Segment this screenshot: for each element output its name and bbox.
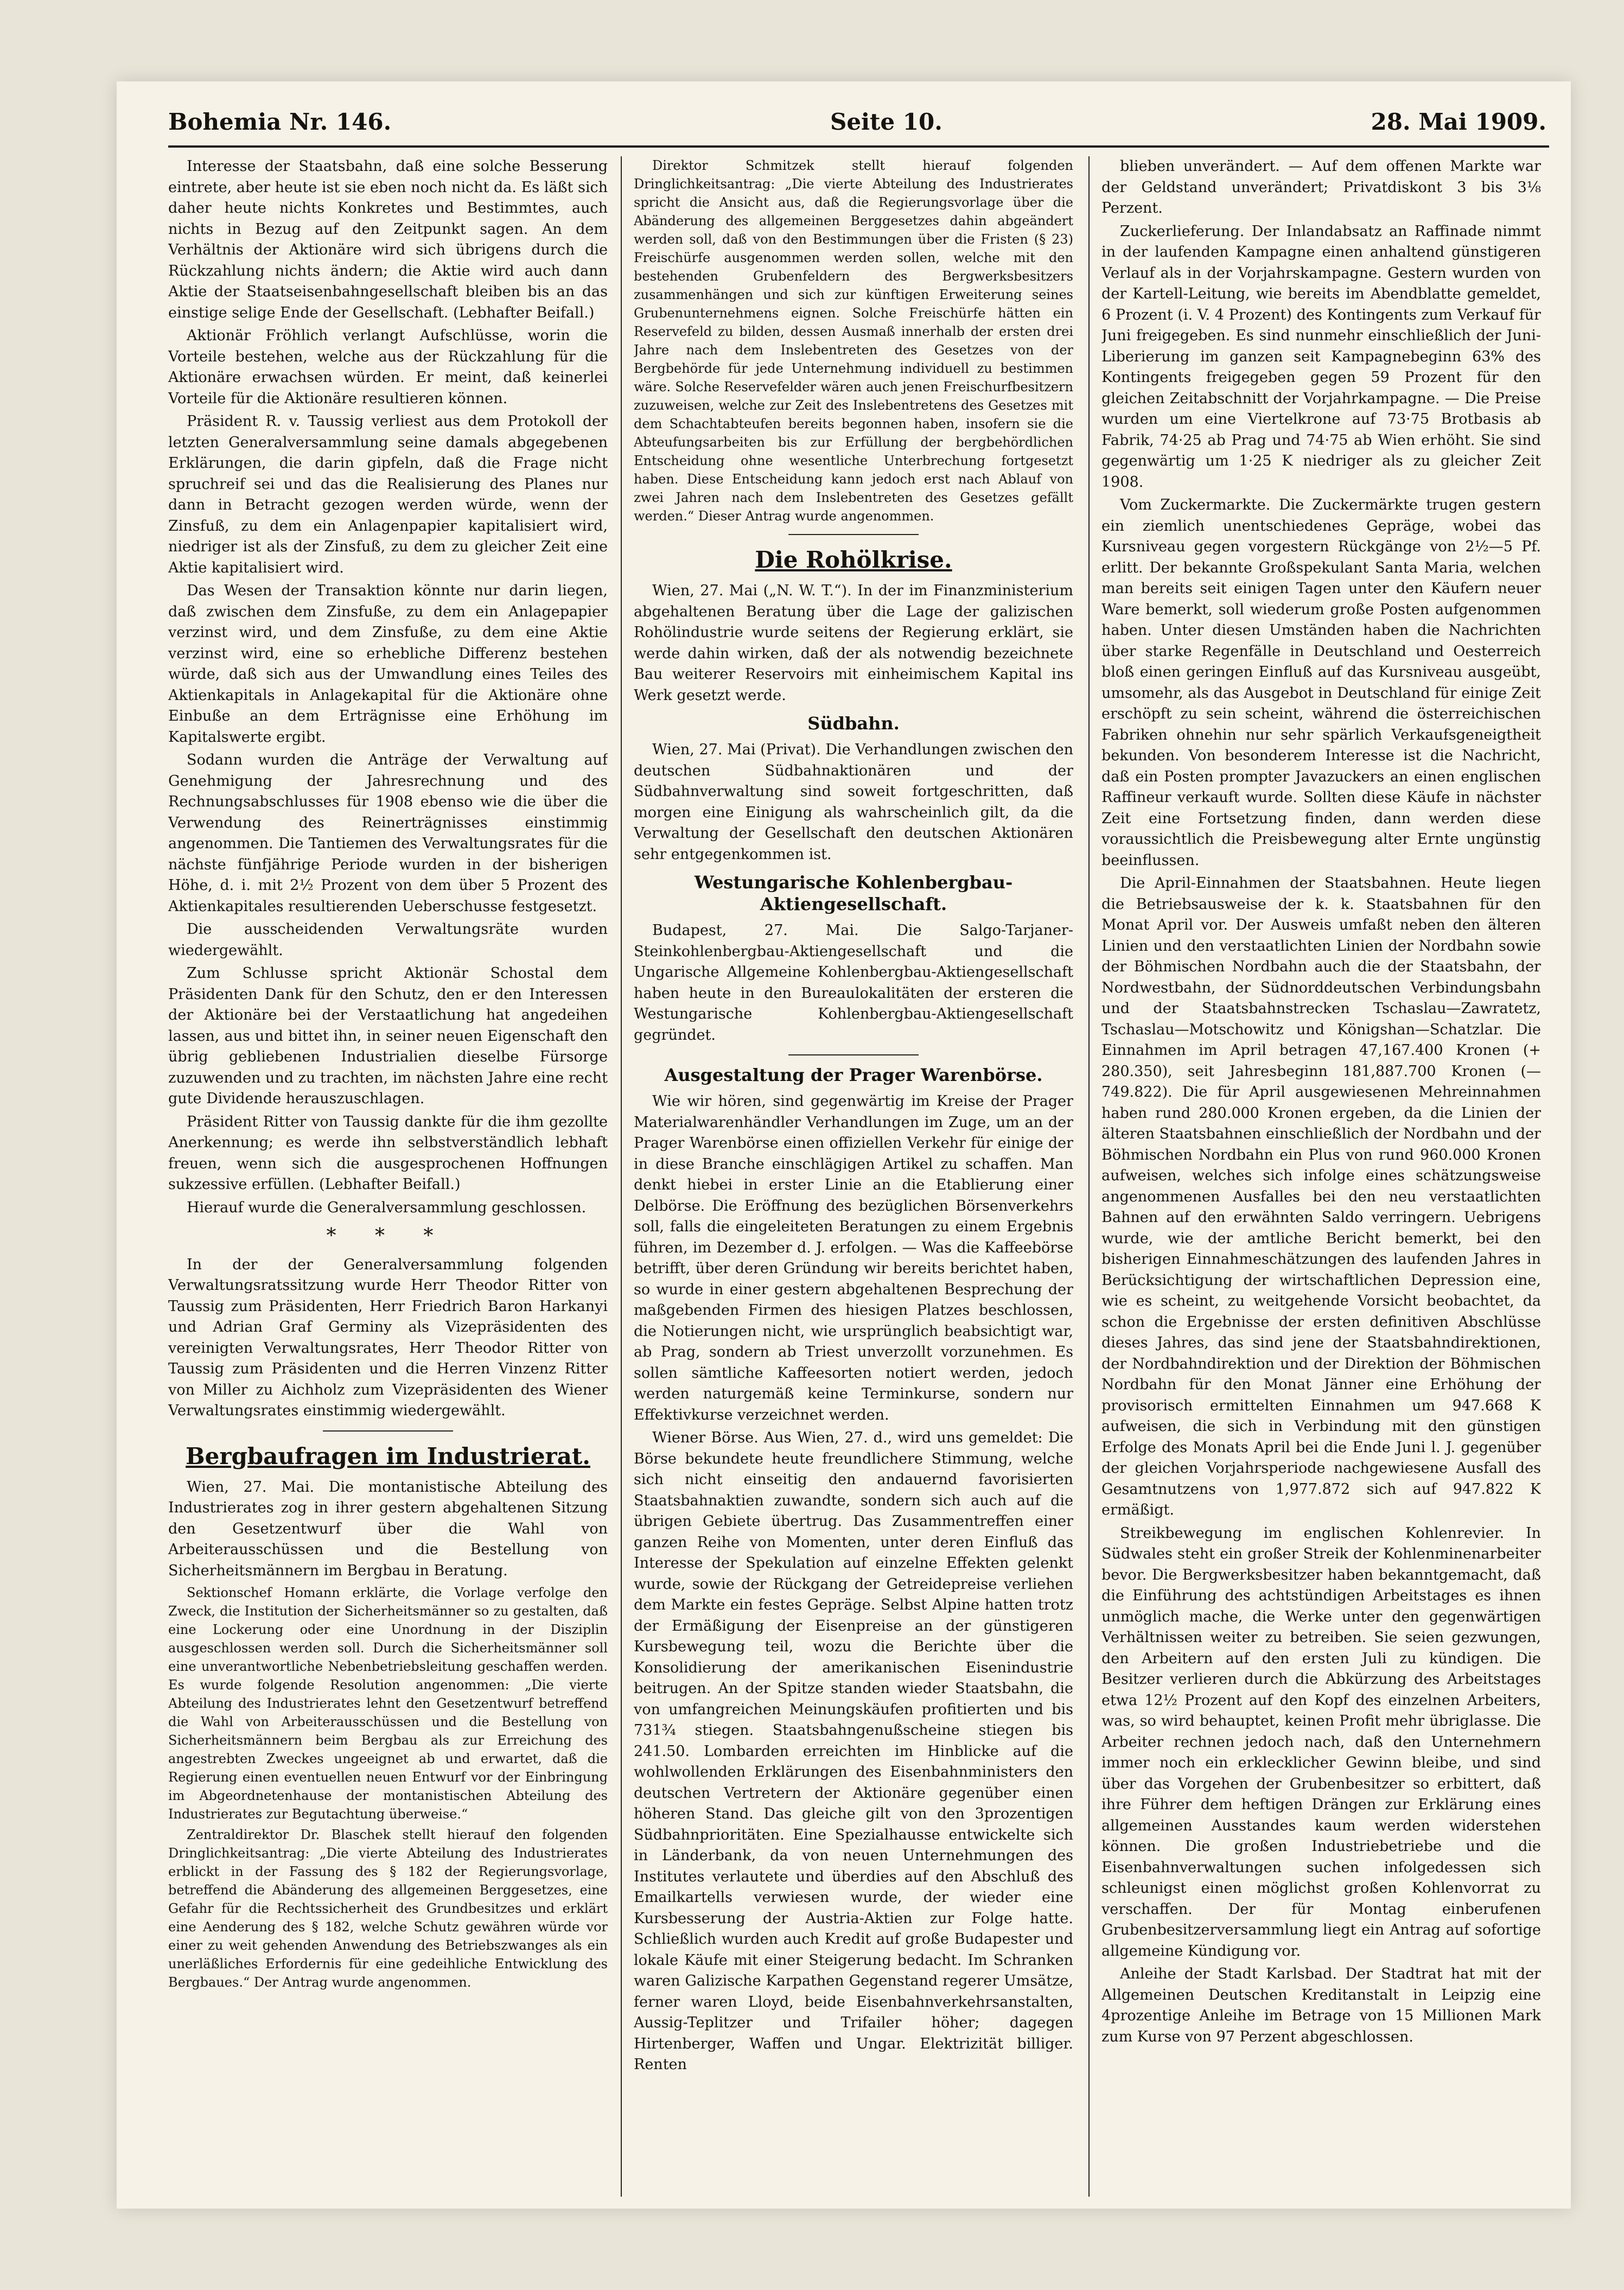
header-rule (168, 145, 1549, 148)
article-headline: Bergbaufragen im Industrierat. (186, 1442, 590, 1470)
divider (323, 1430, 453, 1432)
article-headline: Südbahn. (807, 713, 900, 734)
paragraph: Das Wesen der Transaktion könnte nur darin liegen, daß zwischen dem Zinsfuße, zu dem ein Anlagepapier verzinst wird, und dem Zinsfuße, zu dem eine Aktie verzinst wird, eine so erhebliche Differenz bestehen würde, daß sich aus der Umwandlung eines Teiles des Aktienkapitals in Anlagekapital für die Aktionäre ohne Einbuße an dem Erträgnisse eine Erhöhung im Kapitalswerte ergibt. (168, 582, 608, 746)
paragraph: Anleihe der Stadt Karlsbad. Der Stadtrat hat mit der Allgemeinen Deutschen Kreditanstalt in Leipzig eine 4prozentige Anleihe im Betrage von 15 Millionen Mark zum Kurse von 97 Perzent abgeschlossen. (1101, 1965, 1541, 2045)
article-headline: Die Rohölkrise. (755, 546, 952, 573)
column-3 (1101, 156, 1541, 2197)
publication-issue: Bohemia Nr. 146. (168, 109, 392, 135)
column-divider (621, 156, 622, 2197)
paragraph: Wiener Börse. Aus Wien, 27. d., wird uns gemeldet: Die Börse bekundete heute freundlichere Stimmung, welche sich nicht einseitig den andauernd favorisierten Staatsbahnaktien zuwandte, sondern sich auch auf die übrigen Gebiete übertrug. Das Zusammentreffen einer ganzen Reihe von Momenten, unter deren Einfluß das Interesse der Spekulation auf einzelne Effekten gelenkt wurde, sowie der Rückgang der Getreidepreise verliehen dem Markte ein festes Gepräge. Selbst Alpine hatten trotz der Ermäßigung der Eisenpreise an der günstigeren Kursbewegung teil, wozu die Berichte über die Konsolidierung der amerikanischen Eisenindustrie beitrugen. An der Spitze standen wieder Staatsbahn, die von umfangreichen Meinungskäufen profitierten und bis 731¾ stiegen. Staatsbahngenußscheine stiegen bis 241.50. Lombarden erreichten im Hinblicke auf die wohlwollenden Erklärungen des Eisenbahnministers den deutschen Vertretern der Aktionäre gegenüber einen höheren Stand. Das gleiche gilt von den 3prozentigen Südbahnprioritäten. Eine Spezialhausse entwickelte sich in Länderbank, da von neuen Unternehmungen des Institutes verlautete und überdies auf den Abschluß des Emailkartells verwiesen wurde, der wieder eine Kursbesserung der Austria-Aktien zur Folge hatte. Schließlich wurden auch Kredit auf große Budapester und lokale Käufe mit einer Steigerung bedacht. Im Schranken waren Galizische Karpathen Gegenstand regerer Umsätze, ferner waren Lloyd, beide Eisenbahnverkehrsanstalten, Aussig-Teplitzer und Trifailer höher; dagegen Hirtenberger, Waffen und Ungar. Elektrizität billiger. Renten (634, 1429, 1073, 2073)
paragraph: Sektionschef Homann erklärte, die Vorlage verfolge den Zweck, die Institution der Sicherheitsmänner so zu gestalten, daß eine Lockerung oder eine Unordnung in der Disziplin ausgeschlossen werden soll. Durch die Sicherheitsmänner soll eine unverantwortliche Nebenbetriebsleitung geschaffen werden. Es wurde folgende Resolution angenommen: „Die vierte Abteilung des Industrierates lehnt den Gesetzentwurf betreffend die Wahl von Arbeiterausschüssen und die Bestellung von Sicherheitsmännern beim Bergbau als zur Erreichung des angestrebten Zweckes ungeeignet ab und erwartet, daß die Regierung einen eventuellen neuen Entwurf vor der Einbringung im Abgeordnetenhause der montanistischen Abteilung des Industrierates zur Begutachtung überweise.“ (168, 1585, 608, 1822)
paragraph: Wien, 27. Mai. Die montanistische Abteilung des Industrierates zog in ihrer gestern abgehaltenen Sitzung den Gesetzentwurf über die Wahl von Arbeiterausschüssen und die Bestellung von Sicherheitsmännern im Bergbau in Beratung. (168, 1478, 608, 1579)
paragraph: Die ausscheidenden Verwaltungsräte wurden wiedergewählt. (168, 921, 608, 959)
paragraph: Wien, 27. Mai (Privat). Die Verhandlungen zwischen den deutschen Südbahnaktionären und der Südbahnverwaltung sind soweit fortgeschritten, daß morgen eine Einigung als wahrscheinlich gilt, da die Verwaltung der Gesellschaft den deutschen Aktionären sehr entgegenkommen ist. (634, 741, 1073, 863)
paragraph: Zum Schlusse spricht Aktionär Schostal dem Präsidenten Dank für den Schutz, den er den Interessen der Aktionäre bei der Verstaatlichung hat angedeihen lassen, aus und bittet ihn, in seiner neuen Eigenschaft den übrig gebliebenen Industrialien dieselbe Fürsorge zuzuwenden und zu trachten, im nächsten Jahre eine recht gute Dividende herauszuschlagen. (168, 965, 608, 1107)
paragraph: Streikbewegung im englischen Kohlenrevier. In Südwales steht ein großer Streik der Kohlenminenarbeiter bevor. Die Bergwerksbesitzer haben bekanntgemacht, daß die Einführung des achtstündigen Arbeitstages es ihnen unmöglich mache, die Werke unter den gegenwärtigen Verhältnissen weiter zu betreiben. Sie seien gezwungen, den Arbeitern auf den ersten Juli zu kündigen. Die Besitzer verlieren durch die Abkürzung des Arbeitstages etwa 12½ Prozent auf den Kopf des einzelnen Arbeiters, was, so wird behauptet, keinen Profit mehr übriglasse. Die Arbeiter rechnen jedoch nach, daß den Unternehmern immer noch ein erklecklicher Gewinn bleibe, und sind über das Vorgehen der Grubenbesitzer so erbittert, daß ihre Führer dem heftigen Drängen zur Erklärung eines allgemeinen Ausstandes kaum werden widerstehen können. Die großen Industriebetriebe und die Eisenbahnverwaltungen suchen infolgedessen sich schleunigst einen möglichst großen Kohlenvorrat zu verschaffen. Der für Montag einberufenen Grubenbesitzerversammlung liegt ein Antrag auf sofortige allgemeine Kündigung vor. (1101, 1524, 1541, 1960)
paragraph: Hierauf wurde die Generalversammlung geschlossen. (187, 1199, 587, 1216)
paragraph: Zentraldirektor Dr. Blaschek stellt hierauf den folgenden Dringlichkeitsantrag: „Die vierte Abteilung des Industrierates erblickt in der Fassung des § 182 der Regierungsvorlage, betreffend die Abänderung des allgemeinen Berggesetzes, eine Gefahr für die Rechtssicherheit des Grundbesitzes und erklärt eine Aenderung des § 182, welche Schutz gewähren würde vor einer zu weit gehenden Anwendung des Betriebszwanges als ein unerläßliches Erfordernis für eine gedeihliche Entwicklung des Bergbaues.“ Der Antrag wurde angenommen. (168, 1827, 608, 1990)
divider (788, 534, 919, 535)
paragraph: In der der Generalversammlung folgenden Verwaltungsratssitzung wurde Herr Theodor Ritter von Taussig zum Präsidenten, Herr Friedrich Baron Harkanyi und Adrian Graf Germiny als Vizepräsidenten des vereinigten Verwaltungsrates, Herr Theodor Ritter von Taussig zum Präsidenten und die Herren Vinzenz Ritter von Miller zu Aichholz zum Vizepräsidenten des Wiener Verwaltungsrates einstimmig wiedergewählt. (168, 1256, 608, 1419)
paragraph: Direktor Schmitzek stellt hierauf folgenden Dringlichkeitsantrag: „Die vierte Abteilung des Industrierates spricht die Ansicht aus, daß die Regierungsvorlage über die Abänderung des allgemeinen Berggesetzes dahin abgeändert werden soll, daß von den Bestimmungen über die Fristen (§ 23) Freischürfe ausgenommen werden sollen, welche mit den bestehenden Grubenfeldern des Bergwerksbesitzers zusammenhängen und sich zur künftigen Erweiterung seines Grubenunternehmens eignen. Solche Freischürfe hätten ein Reservefeld zu bilden, dessen Ausmaß innerhalb der ersten drei Jahre nach dem Inslebentreten des Gesetzes von der Bergbehörde für jede Unternehmung individuell zu bestimmen wäre. Solche Reservefelder wären auch jenen Freischurfbesitzern zuzuweisen, welche zur Zeit des Inslebentretens des Gesetzes mit dem Schachtabteufen bereits begonnen haben, insofern sie die Abteufungsarbeiten bis zur Erfüllung der bergbehördlichen Entscheidung ohne wesentliche Unterbrechung fortgesetzt haben. Diese Entscheidung kann jedoch erst nach Ablauf von zwei Jahren nach dem Inslebentreten des Gesetzes gefällt werden.“ Dieser Antrag wurde angenommen. (634, 158, 1073, 524)
paragraph: Sodann wurden die Anträge der Verwaltung auf Genehmigung der Jahresrechnung und des Rechnungsabschlusses für 1908 ebenso wie die über die Verwendung des Reinerträgnisses einstimmig angenommen. Die Tantiemen des Verwaltungsrates für die nächste fünfjährige Periode wurden in der bisherigen Höhe, d. i. mit 2½ Prozent von dem über 5 Prozent des Aktienkapitales resultierenden Ueberschusse festgesetzt. (168, 752, 608, 915)
publication-date: 28. Mai 1909. (1371, 109, 1546, 135)
divider (788, 1054, 919, 1055)
paragraph: Präsident Ritter von Taussig dankte für die ihm gezollte Anerkennung; es werde ihn selbstverständlich lebhaft freuen, wenn sich die ausgesprochenen Hoffnungen sukzessive erfüllen. (Lebhafter Beifall.) (168, 1113, 608, 1193)
newspaper-page (117, 81, 1571, 2209)
column-divider (1088, 156, 1090, 2197)
paragraph: Präsident R. v. Taussig verliest aus dem Protokoll der letzten Generalversammlung seine damals abgegebenen Erklärungen, die darin gipfeln, daß die Frage nicht spruchreif sei und das die Realisierung des Planes nur dann in Betracht gezogen werden würde, wenn der Zinsfuß, zu dem ein Anlagenpapier kapitalisiert wird, niedriger ist als der Zinsfuß, zu dem zu gleicher Zeit eine Aktie kapitalisiert wird. (168, 413, 608, 576)
page-number: Seite 10. (830, 109, 942, 135)
article-headline: Westungarische Kohlenbergbau-Aktiengesellschaft. (694, 872, 1013, 914)
paragraph: blieben unverändert. — Auf dem offenen Markte war der Geldstand unverändert; Privatdiskont 3 bis 3⅛ Perzent. (1101, 158, 1541, 217)
page-header (168, 109, 1546, 147)
paragraph: Interesse der Staatsbahn, daß eine solche Besserung eintrete, aber heute ist sie eben noch nicht da. Es läßt sich daher heute nichts Konkretes und Bestimmtes, auch nichts in Bezug auf den Zeitpunkt sagen. An dem Verhältnis der Aktionäre wird sich übrigens durch die Rückzahlung nichts ändern; die Aktie wird auch dann Aktie der Staatseisenbahngesellschaft bleiben bis an das einstige selige Ende der Gesellschaft. (Lebhafter Beifall.) (168, 158, 608, 321)
paragraph: Zuckerlieferung. Der Inlandabsatz an Raffinade nimmt in der laufenden Kampagne einen anhaltend günstigeren Verlauf als in der Vorjahrskampagne. Gestern wurden von der Kartell-Leitung, wie bereits im Abendblatte gemeldet, 6 Prozent (i. V. 4 Prozent) des Kontingents zum Verkauf für Juni freigegeben. Es sind nunmehr einschließlich der Juni-Liberierung im ganzen seit Kampagnebeginn 63% des Kontingents freigegeben gegen 59 Prozent für den gleichen Zeitabschnitt der Vorjahrkampagne. — Die Preise wurden um eine Viertelkrone auf 73·75 Brotbasis ab Fabrik, 74·25 ab Prag und 74·75 ab Wien erhöht. Sie sind gegenwärtig um 1·25 K niedriger als zu gleicher Zeit 1908. (1101, 222, 1541, 491)
paragraph: Die April-Einnahmen der Staatsbahnen. Heute liegen die Betriebsausweise der k. k. Staatsbahnen für den Monat April vor. Der Ausweis umfaßt neben den älteren Linien und den verstaatlichten Linien der Nordbahn sowie der Böhmischen Nordbahn auch die der Staatsbahn, der Nordwestbahn, der Südnorddeutschen Verbindungsbahn und der Staatsbahnstrecken Tschaslau—Zawratetz, Tschaslau—Motschowitz und Königshan—Schatzlar. Die Einnahmen im April betragen 47,167.400 Kronen (+ 280.350), seit Jahresbeginn 181,887.700 Kronen (— 749.822). Die für April ausgewiesenen Mehreinnahmen haben rund 280.000 Kronen ergeben, da die Linien der älteren Staatsbahnen einschließlich der Nordbahn und der Böhmischen Nordbahn ein Plus von rund 960.000 Kronen aufweisen, welches sich infolge eines schätzungsweise angenommenen Ausfalles bei den neu verstaatlichten Bahnen auf den erwähnten Saldo verringern. Uebrigens wurde, wie der amtliche Bericht bemerkt, bei den bisherigen Einnahmeschätzungen des laufenden Jahres in Berücksichtigung der wirtschaftlichen Depression eine, wie es scheint, zu weitgehende Vorsicht beobachtet, da schon die Ergebnisse der ersten definitiven Abschlüsse dieses Jahres, das sind jene der Staatsbahndirektionen, der Nordbahndirektion und der Direktion der Böhmischen Nordbahn für den Monat Jänner eine Erhöhung der provisorisch ermittelten Einnahmen um 947.668 K aufweisen, die sich in Verbindung mit den günstigen Erfolge des Monats April bei die Ende Juni l. J. gegenüber der gleichen Vorjahrsperiode nachgewiesene Ausfall des Gesamtnutzens von 1,977.872 sich auf 947.822 K ermäßigt. (1101, 875, 1541, 1518)
paragraph: Aktionär Fröhlich verlangt Aufschlüsse, worin die Vorteile bestehen, welche aus der Rückzahlung für die Aktionäre erwachsen würden. Er meint, daß keinerlei Vorteile für die Aktionäre resultieren können. (168, 327, 608, 407)
column-1 (168, 156, 608, 2197)
paragraph: Budapest, 27. Mai. Die Salgo-Tarjaner-Steinkohlenbergbau-Aktiengesellschaft und die Ungarische Allgemeine Kohlenbergbau-Aktiengesellschaft haben heute in den Bureaulokalitäten der ersteren die Westungarische Kohlenbergbau-Aktiengesellschaft gegründet. (634, 922, 1073, 1044)
paragraph: Wien, 27. Mai („N. W. T.“). In der im Finanzministerium abgehaltenen Beratung über die Lage der galizischen Rohölindustrie wurde seitens der Regierung erklärt, sie werde dahin wirken, daß der als notwendig bezeichnete Bau weiterer Reservoirs mit einheimischem Kapital ins Werk gesetzt werde. (634, 582, 1073, 704)
article-headline: Ausgestaltung der Prager Warenbörse. (664, 1065, 1043, 1085)
column-2 (634, 156, 1073, 2197)
paragraph: Wie wir hören, sind gegenwärtig im Kreise der Prager Materialwarenhändler Verhandlungen im Zuge, um an der Prager Warenbörse einen offiziellen Verkehr für einige der in diese Branche einschlägigen Artikel zu schaffen. Man denkt hiebei in erster Linie an die Etablierung einer Delbörse. Die Eröffnung des bezüglichen Börsenverkehrs soll, falls die eingeleiteten Beratungen zu einem Ergebnis führen, im Dezember d. J. erfolgen. — Was die Kaffeebörse betrifft, über deren Gründung wir bereits berichtet haben, so wurde in einer gestern abgehaltenen Besprechung der maßgebenden Firmen des hiesigen Platzes beschlossen, die Notierungen nicht, wie ursprünglich beabsichtigt war, ab Prag, sondern ab Triest unverzollt vorzunehmen. Es sollen sämtliche Kaffeesorten notiert werden, jedoch werden naturgemäß keine Terminkurse, sondern nur Effektivkurse verzeichnet werden. (634, 1093, 1073, 1423)
section-separator: * * * (326, 1225, 450, 1247)
paragraph: Vom Zuckermarkte. Die Zuckermärkte trugen gestern ein ziemlich unentschiedenes Gepräge, wobei das Kursniveau gegen vorgestern Rückgänge von 2½—5 Pf. erlitt. Der bekannte Großspekulant Santa Maria, welchen man bereits seit einigen Tagen unter den Käufern neuer Ware bemerkt, soll wiederum große Posten aufgenommen haben. Unter diesen Umständen haben die Nachrichten über starke Regenfälle in Deutschland und Oesterreich bloß einen geringen Einfluß auf das Kursniveau ausgeübt, umsomehr, als das Ausgebot in Deutschland für einige Zeit erschöpft zu sein scheint, während die österreichischen Fabriken ohnehin nur sehr spärlich Verkaufsgeneigtheit bekunden. Von besonderem Interesse ist die Nachricht, daß ein Posten prompter Javazuckers an einen englischen Raffineur verkauft wurde. Sollten diese Käufe in nächster Zeit eine Fortsetzung finden, dann werden diese voraussichtlich die Preisbewegung alter Ernte ungünstig beeinflussen. (1101, 497, 1541, 869)
